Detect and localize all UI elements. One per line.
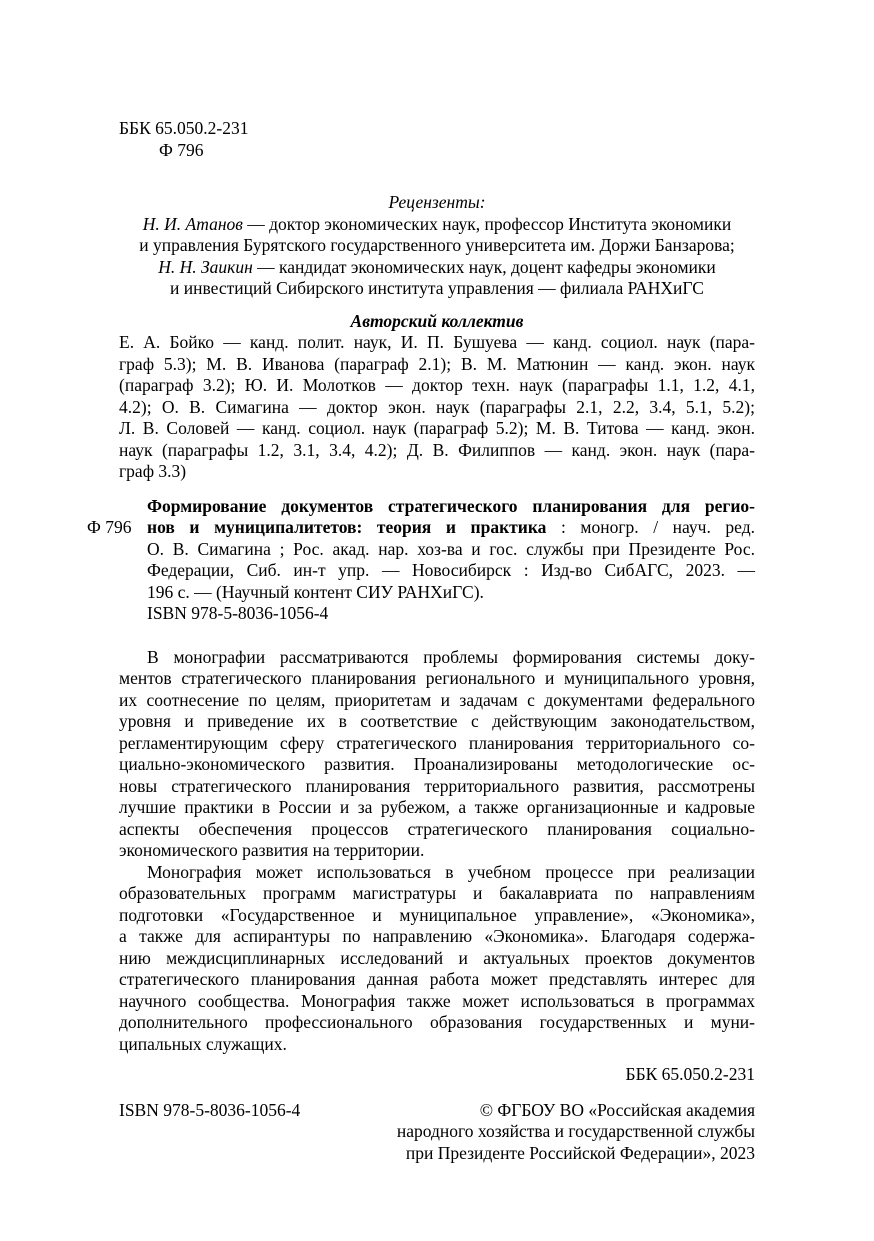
biblio-body [147,496,755,625]
abstract-line: а также для аспирантуры по направлению «Экономика». Благодаря содержа- [119,926,755,946]
abstract-line: научного сообщества. Монография также может использоваться в программах [119,990,755,1011]
reviewer-2-name: Н. Н. Заикин [158,256,253,277]
biblio-pages-line: 196 с. — (Научный контент СИУ РАНХиГС). [147,581,484,602]
reviewer-2 [119,257,755,279]
authors-line: Л. В. Соловей — канд. социол. наук (параграф 5.2); М. В. Титова — канд. экон. [119,418,755,438]
abstract-line: экономического развития на территории. [119,840,425,860]
abstract-line: нию междисциплинарных исследований и актуальных проектов документов [119,947,755,968]
reviewer-2-desc: — кандидат экономических наук, доцент кафедры экономики [252,256,716,277]
reviewer-1-desc: — доктор экономических наук, профессор Института экономики [242,213,732,234]
abstract-line: стратегического планирования данная работа может представлять интерес для [119,969,755,989]
reviewers-section [119,192,755,300]
copyright-line: народного хозяйства и государственной службы [396,1121,755,1141]
abstract-line: регламентирующим сферу стратегического планирования территориального со- [119,732,755,753]
copyright-notice [397,1100,755,1165]
authors-text [119,332,755,483]
abstract-line: лучшие практики в России и за рубежом, а также организационные и кадровые [119,797,755,817]
abstract-line: Монография может использоваться в учебном процессе при реализации [147,861,755,882]
copyright-line: при Президенте Российской Федерации», 2023 [405,1142,755,1163]
biblio-isbn: ISBN 978-5-8036-1056-4 [147,603,329,623]
abstract-line: подготовки «Государственное и муниципальное управление», «Экономика», [119,904,755,925]
authors-section [119,311,755,483]
authors-line: граф 5.3); М. В. Иванова (параграф 2.1); В. М. Матюнин — канд. экон. наук [119,353,755,374]
abstract [119,647,755,1056]
biblio-type: : моногр. / науч. ред. [546,517,755,537]
abstract-line: их соотнесение по целям, приоритетам и задачам с документами федерального [119,689,755,710]
abstract-line: циально-экономического развития. Проанализированы методологические ос- [119,754,755,774]
reviewer-1-affiliation: и управления Бурятского государственного университета им. Доржи Банзарова; [139,235,735,255]
abstract-paragraph-1 [119,647,755,862]
bbk-bottom: ББК 65.050.2-231 [625,1064,755,1084]
authors-line: наук (параграфы 1.2, 3.1, 3.4, 4.2); Д. В. Филиппов — канд. экон. наук (пара- [119,439,755,460]
biblio-index: Ф 796 [87,517,132,537]
reviewer-1 [119,214,755,236]
abstract-line: ментов стратегического планирования регионального и муниципального уровня, [119,668,755,688]
author-mark: Ф 796 [159,139,204,160]
reviewers-heading: Рецензенты: [388,192,486,212]
abstract-line: аспекты обеспечения процессов стратегического планирования социально- [119,818,755,839]
biblio-title-end: нов и муниципалитетов: теория и практика [147,517,547,537]
authors-line: (параграф 3.2); Ю. И. Молотков — доктор техн. наук (параграфы 1.1, 1.2, 4.1, [119,375,755,395]
authors-line: Е. А. Бойко — канд. полит. наук, И. П. Бушуева — канд. социол. наук (пара- [119,332,755,352]
abstract-line: дополнительного профессионального образования государственных и муни- [119,1012,755,1032]
abstract-line: В монографии рассматриваются проблемы формирования системы доку- [147,646,755,667]
abstract-line: ципальных служащих. [119,1033,287,1054]
authors-line: граф 3.3) [119,461,187,481]
bbk-classification [119,118,755,161]
reviewer-1-name: Н. И. Атанов [142,213,243,234]
authors-heading: Авторский коллектив [350,310,524,331]
document-page [87,118,755,1166]
biblio-title-line: Формирование документов стратегического планирования для регио- [147,495,755,516]
biblio-publisher-line: Федерации, Сиб. ин-т упр. — Новосибирск : Изд-во СибАГС, 2023. — [147,560,755,580]
bibliographic-record [87,495,755,625]
footer-isbn: ISBN 978-5-8036-1056-4 [119,1099,301,1120]
abstract-line: образовательных программ магистратуры и бакалавриата по направлениям [119,883,755,903]
abstract-line: уровня и приведение их в соответствие с действующим законодательством, [119,711,755,731]
abstract-paragraph-2 [119,862,755,1056]
biblio-title-line-2 [147,517,755,539]
bbk-code: ББК 65.050.2-231 [119,118,249,138]
authors-line: 4.2); О. В. Симагина — доктор экон. наук (параграфы 2.1, 2.2, 3.4, 5.1, 5.2); [119,396,755,417]
imprint-footer [119,1100,755,1166]
biblio-editor-line: О. В. Симагина ; Рос. акад. нар. хоз-ва и гос. службы при Президенте Рос. [147,538,755,559]
abstract-line: новы стратегического планирования территориального развития, рассмотрены [119,775,755,796]
copyright-line: © ФГБОУ ВО «Российская академия [479,1099,755,1120]
reviewer-2-affiliation: и инвестиций Сибирского института управления — филиала РАНХиГС [170,278,704,298]
